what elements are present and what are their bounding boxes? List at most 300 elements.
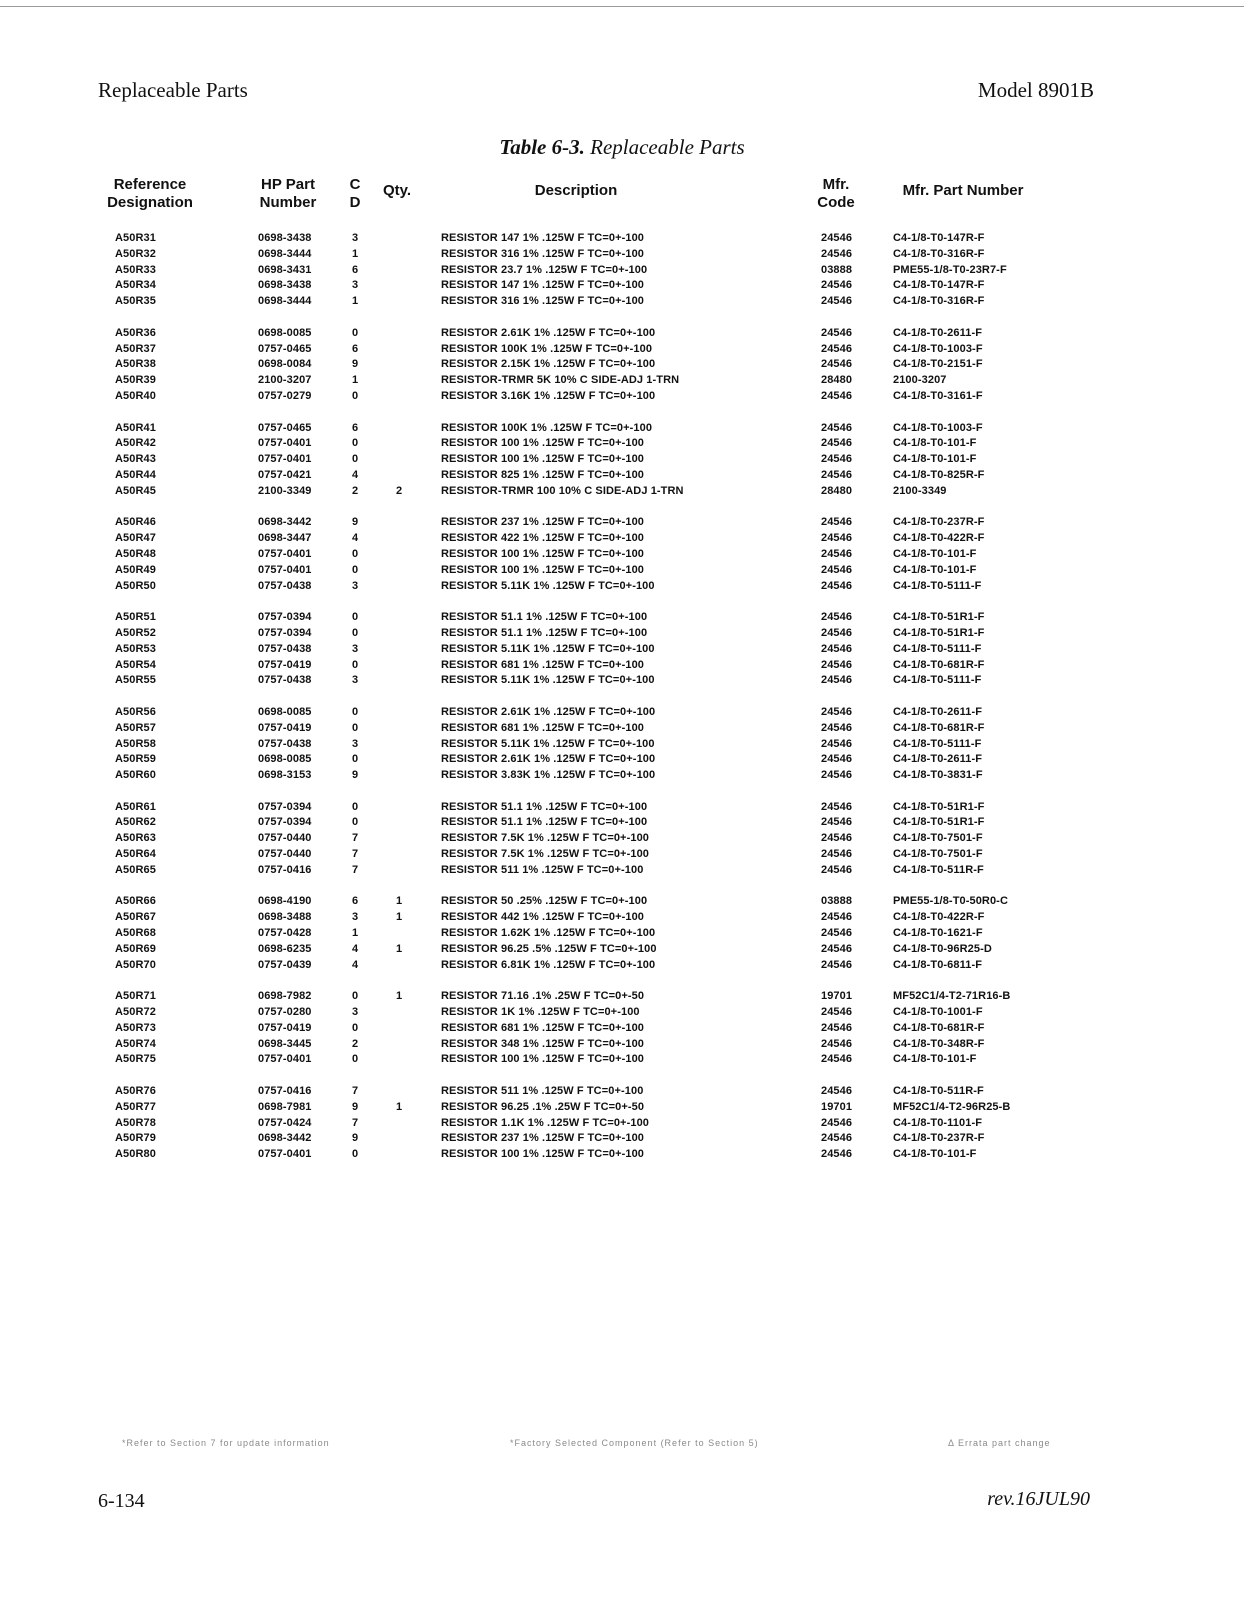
description: RESISTOR 100 1% .125W F TC=0+-100 <box>441 547 645 560</box>
table-row <box>0 295 1244 311</box>
mfr-code: 24546 <box>821 769 853 782</box>
cd-digit: 9 <box>352 516 359 529</box>
mfr-code: 24546 <box>821 342 853 355</box>
reference-designation: A50R63 <box>115 832 156 845</box>
hp-part-number: 0698-3444 <box>258 295 312 308</box>
hp-part-number: 0757-0416 <box>258 1085 312 1098</box>
cd-digit: 4 <box>352 958 359 971</box>
reference-designation: A50R41 <box>115 421 156 434</box>
table-row <box>0 358 1244 374</box>
table-row <box>0 911 1244 927</box>
mfr-part-number: C4-1/8-T0-1003-F <box>893 421 983 434</box>
reference-designation: A50R75 <box>115 1053 156 1066</box>
mfr-part-number: C4-1/8-T0-7501-F <box>893 832 983 845</box>
footnote-update: *Refer to Section 7 for update information <box>122 1438 330 1448</box>
cd-digit: 7 <box>352 863 359 876</box>
description: RESISTOR 6.81K 1% .125W F TC=0+-100 <box>441 958 656 971</box>
mfr-part-number: 2100-3349 <box>893 484 947 497</box>
table-row <box>0 611 1244 627</box>
table-row <box>0 1038 1244 1054</box>
table-row <box>0 453 1244 469</box>
mfr-code: 28480 <box>821 484 853 497</box>
reference-designation: A50R42 <box>115 437 156 450</box>
mfr-part-number: C4-1/8-T0-316R-F <box>893 247 985 260</box>
table-number: Table 6-3. <box>499 135 585 159</box>
reference-designation: A50R69 <box>115 942 156 955</box>
reference-designation: A50R46 <box>115 516 156 529</box>
cd-digit: 3 <box>352 279 359 292</box>
description: RESISTOR 147 1% .125W F TC=0+-100 <box>441 232 645 244</box>
hp-part-number: 0757-0394 <box>258 626 312 639</box>
reference-designation: A50R39 <box>115 374 156 387</box>
cd-digit: 0 <box>352 990 359 1003</box>
parts-table <box>0 232 1244 1164</box>
cd-digit: 0 <box>352 437 359 450</box>
mfr-part-number: C4-1/8-T0-237R-F <box>893 1132 985 1145</box>
hp-part-number: 0757-0439 <box>258 958 312 971</box>
reference-designation: A50R37 <box>115 342 156 355</box>
mfr-code: 24546 <box>821 674 853 687</box>
description: RESISTOR 237 1% .125W F TC=0+-100 <box>441 1132 645 1145</box>
description: RESISTOR 237 1% .125W F TC=0+-100 <box>441 516 645 529</box>
mfr-code: 24546 <box>821 326 853 339</box>
mfr-part-number: C4-1/8-T0-6811-F <box>893 958 983 971</box>
cd-digit: 0 <box>352 326 359 339</box>
description: RESISTOR 5.11K 1% .125W F TC=0+-100 <box>441 737 655 750</box>
description: RESISTOR 3.83K 1% .125W F TC=0+-100 <box>441 769 656 782</box>
reference-designation: A50R54 <box>115 658 156 671</box>
table-row <box>0 374 1244 390</box>
hp-part-number: 0757-0279 <box>258 389 312 402</box>
reference-designation: A50R61 <box>115 800 156 813</box>
hp-part-number: 0698-3438 <box>258 232 312 244</box>
mfr-code: 24546 <box>821 389 853 402</box>
mfr-part-number: C4-1/8-T0-51R1-F <box>893 611 985 624</box>
reference-designation: A50R33 <box>115 263 156 276</box>
mfr-code: 24546 <box>821 753 853 766</box>
table-row <box>0 548 1244 564</box>
hp-part-number: 0757-0465 <box>258 421 312 434</box>
table-row <box>0 832 1244 848</box>
cd-digit: 0 <box>352 563 359 576</box>
table-row <box>0 801 1244 817</box>
cd-digit: 0 <box>352 611 359 624</box>
description: RESISTOR 3.16K 1% .125W F TC=0+-100 <box>441 389 656 402</box>
cd-digit: 0 <box>352 453 359 466</box>
description: RESISTOR 2.61K 1% .125W F TC=0+-100 <box>441 753 656 766</box>
group-gap <box>0 406 1244 422</box>
table-row <box>0 706 1244 722</box>
mfr-code: 24546 <box>821 705 853 718</box>
mfr-code: 24546 <box>821 532 853 545</box>
table-row <box>0 848 1244 864</box>
reference-designation: A50R74 <box>115 1037 156 1050</box>
reference-designation: A50R79 <box>115 1132 156 1145</box>
hp-part-number: 0757-0438 <box>258 579 312 592</box>
hp-part-number: 0757-0394 <box>258 816 312 829</box>
mfr-code: 24546 <box>821 1053 853 1066</box>
description: RESISTOR 2.61K 1% .125W F TC=0+-100 <box>441 705 656 718</box>
description: RESISTOR 50 .25% .125W F TC=0+-100 <box>441 895 648 908</box>
description: RESISTOR 681 1% .125W F TC=0+-100 <box>441 658 645 671</box>
cd-digit: 3 <box>352 1006 359 1019</box>
mfr-part-number: C4-1/8-T0-1003-F <box>893 342 983 355</box>
table-row <box>0 753 1244 769</box>
description: RESISTOR 2.15K 1% .125W F TC=0+-100 <box>441 358 656 371</box>
mfr-part-number: C4-1/8-T0-825R-F <box>893 468 985 481</box>
mfr-part-number: MF52C1/4-T2-96R25-B <box>893 1100 1011 1113</box>
group-gap <box>0 1069 1244 1085</box>
mfr-code: 24546 <box>821 579 853 592</box>
cd-digit: 3 <box>352 642 359 655</box>
cd-digit: 0 <box>352 816 359 829</box>
reference-designation: A50R38 <box>115 358 156 371</box>
mfr-code: 24546 <box>821 626 853 639</box>
cd-digit: 1 <box>352 927 359 940</box>
mfr-code: 28480 <box>821 374 853 387</box>
mfr-code: 19701 <box>821 1100 853 1113</box>
reference-designation: A50R47 <box>115 532 156 545</box>
hp-part-number: 0757-0419 <box>258 721 312 734</box>
table-row <box>0 279 1244 295</box>
cd-digit: 0 <box>352 800 359 813</box>
mfr-code: 24546 <box>821 832 853 845</box>
table-row <box>0 643 1244 659</box>
reference-designation: A50R76 <box>115 1085 156 1098</box>
mfr-code: 24546 <box>821 1021 853 1034</box>
mfr-code: 03888 <box>821 263 853 276</box>
mfr-part-number: C4-1/8-T0-3161-F <box>893 389 983 402</box>
description: RESISTOR 442 1% .125W F TC=0+-100 <box>441 911 645 924</box>
mfr-code: 24546 <box>821 421 853 434</box>
mfr-part-number: C4-1/8-T0-1001-F <box>893 1006 983 1019</box>
description: RESISTOR 2.61K 1% .125W F TC=0+-100 <box>441 326 656 339</box>
cd-digit: 9 <box>352 358 359 371</box>
quantity: 2 <box>396 484 403 497</box>
table-row <box>0 1101 1244 1117</box>
quantity: 1 <box>396 990 403 1003</box>
reference-designation: A50R49 <box>115 563 156 576</box>
description: RESISTOR 100K 1% .125W F TC=0+-100 <box>441 342 653 355</box>
col-header-hp-part: HP Part Number <box>259 176 317 211</box>
model-label: Model 8901B <box>977 78 1094 102</box>
mfr-code: 24546 <box>821 563 853 576</box>
cd-digit: 9 <box>352 1100 359 1113</box>
reference-designation: A50R50 <box>115 579 156 592</box>
cd-digit: 0 <box>352 547 359 560</box>
reference-designation: A50R48 <box>115 547 156 560</box>
reference-designation: A50R72 <box>115 1006 156 1019</box>
table-row <box>0 437 1244 453</box>
table-row <box>0 485 1244 501</box>
mfr-code: 24546 <box>821 1037 853 1050</box>
description: RESISTOR 7.5K 1% .125W F TC=0+-100 <box>441 832 650 845</box>
reference-designation: A50R66 <box>115 895 156 908</box>
mfr-part-number: C4-1/8-T0-3831-F <box>893 769 983 782</box>
description: RESISTOR 316 1% .125W F TC=0+-100 <box>441 295 645 308</box>
col-header-qty: Qty. <box>382 182 412 199</box>
reference-designation: A50R56 <box>115 705 156 718</box>
cd-digit: 0 <box>352 1021 359 1034</box>
cd-digit: 2 <box>352 1037 359 1050</box>
hp-part-number: 0757-0419 <box>258 1021 312 1034</box>
table-row <box>0 1148 1244 1164</box>
mfr-code: 24546 <box>821 721 853 734</box>
mfr-part-number: PME55-1/8-T0-23R7-F <box>893 263 1007 276</box>
mfr-code: 24546 <box>821 1085 853 1098</box>
mfr-part-number: C4-1/8-T0-2611-F <box>893 326 983 339</box>
reference-designation: A50R35 <box>115 295 156 308</box>
cd-digit: 7 <box>352 1085 359 1098</box>
hp-part-number: 0757-0465 <box>258 342 312 355</box>
description: RESISTOR 348 1% .125W F TC=0+-100 <box>441 1037 645 1050</box>
mfr-part-number: C4-1/8-T0-51R1-F <box>893 626 985 639</box>
mfr-code: 24546 <box>821 848 853 861</box>
reference-designation: A50R43 <box>115 453 156 466</box>
table-title <box>0 135 1244 160</box>
group-gap <box>0 311 1244 327</box>
description: RESISTOR 100K 1% .125W F TC=0+-100 <box>441 421 653 434</box>
hp-part-number: 0757-0401 <box>258 563 312 576</box>
description: RESISTOR 5.11K 1% .125W F TC=0+-100 <box>441 579 655 592</box>
cd-digit: 6 <box>352 895 359 908</box>
cd-digit: 1 <box>352 295 359 308</box>
description: RESISTOR 100 1% .125W F TC=0+-100 <box>441 1053 645 1066</box>
table-row <box>0 959 1244 975</box>
cd-digit: 3 <box>352 911 359 924</box>
mfr-part-number: C4-1/8-T0-5111-F <box>893 579 982 592</box>
description: RESISTOR 1K 1% .125W F TC=0+-100 <box>441 1006 640 1019</box>
reference-designation: A50R32 <box>115 247 156 260</box>
mfr-part-number: C4-1/8-T0-681R-F <box>893 721 985 734</box>
hp-part-number: 0757-0401 <box>258 453 312 466</box>
description: RESISTOR 1.1K 1% .125W F TC=0+-100 <box>441 1116 650 1129</box>
cd-digit: 3 <box>352 737 359 750</box>
mfr-part-number: 2100-3207 <box>893 374 947 387</box>
top-rule <box>0 6 1244 7</box>
mfr-code: 24546 <box>821 863 853 876</box>
col-header-cd: C D <box>349 176 361 211</box>
group-gap <box>0 595 1244 611</box>
col-header-mfr-part-number: Mfr. Part Number <box>902 182 1024 199</box>
mfr-part-number: C4-1/8-T0-7501-F <box>893 848 983 861</box>
reference-designation: A50R34 <box>115 279 156 292</box>
hp-part-number: 0698-3153 <box>258 769 312 782</box>
mfr-part-number: C4-1/8-T0-96R25-D <box>893 942 992 955</box>
reference-designation: A50R68 <box>115 927 156 940</box>
mfr-part-number: C4-1/8-T0-348R-F <box>893 1037 985 1050</box>
reference-designation: A50R78 <box>115 1116 156 1129</box>
reference-designation: A50R52 <box>115 626 156 639</box>
mfr-part-number: C4-1/8-T0-1101-F <box>893 1116 983 1129</box>
table-row <box>0 659 1244 675</box>
mfr-part-number: C4-1/8-T0-2151-F <box>893 358 983 371</box>
reference-designation: A50R55 <box>115 674 156 687</box>
description: RESISTOR 100 1% .125W F TC=0+-100 <box>441 437 645 450</box>
mfr-code: 24546 <box>821 247 853 260</box>
mfr-part-number: C4-1/8-T0-101-F <box>893 437 977 450</box>
mfr-part-number: C4-1/8-T0-101-F <box>893 1053 977 1066</box>
cd-digit: 4 <box>352 468 359 481</box>
cd-digit: 0 <box>352 626 359 639</box>
description: RESISTOR 96.25 .5% .125W F TC=0+-100 <box>441 942 657 955</box>
reference-designation: A50R67 <box>115 911 156 924</box>
mfr-part-number: C4-1/8-T0-237R-F <box>893 516 985 529</box>
hp-part-number: 0757-0438 <box>258 642 312 655</box>
table-row <box>0 516 1244 532</box>
mfr-part-number: C4-1/8-T0-5111-F <box>893 642 982 655</box>
mfr-code: 24546 <box>821 468 853 481</box>
cd-digit: 6 <box>352 342 359 355</box>
hp-part-number: 0698-0085 <box>258 326 312 339</box>
description: RESISTOR 681 1% .125W F TC=0+-100 <box>441 721 645 734</box>
description: RESISTOR 100 1% .125W F TC=0+-100 <box>441 563 645 576</box>
mfr-part-number: PME55-1/8-T0-50R0-C <box>893 895 1008 908</box>
table-row <box>0 816 1244 832</box>
mfr-part-number: C4-1/8-T0-1621-F <box>893 927 983 940</box>
reference-designation: A50R70 <box>115 958 156 971</box>
hp-part-number: 0757-0401 <box>258 437 312 450</box>
mfr-part-number: C4-1/8-T0-511R-F <box>893 1085 984 1098</box>
mfr-part-number: C4-1/8-T0-51R1-F <box>893 800 985 813</box>
cd-digit: 1 <box>352 247 359 260</box>
cd-digit: 0 <box>352 1053 359 1066</box>
mfr-code: 24546 <box>821 611 853 624</box>
cd-digit: 4 <box>352 532 359 545</box>
quantity: 1 <box>396 895 403 908</box>
group-gap <box>0 690 1244 706</box>
description: RESISTOR 1.62K 1% .125W F TC=0+-100 <box>441 927 656 940</box>
description: RESISTOR 147 1% .125W F TC=0+-100 <box>441 279 645 292</box>
hp-part-number: 0698-7982 <box>258 990 312 1003</box>
mfr-code: 24546 <box>821 658 853 671</box>
reference-designation: A50R58 <box>115 737 156 750</box>
table-row <box>0 264 1244 280</box>
cd-digit: 3 <box>352 232 359 244</box>
cd-digit: 0 <box>352 753 359 766</box>
description: RESISTOR-TRMR 5K 10% C SIDE-ADJ 1-TRN <box>441 374 680 387</box>
mfr-code: 24546 <box>821 800 853 813</box>
hp-part-number: 0757-0401 <box>258 1148 312 1161</box>
description: RESISTOR 100 1% .125W F TC=0+-100 <box>441 453 645 466</box>
mfr-code: 24546 <box>821 358 853 371</box>
reference-designation: A50R57 <box>115 721 156 734</box>
hp-part-number: 2100-3207 <box>258 374 312 387</box>
mfr-code: 24546 <box>821 547 853 560</box>
description: RESISTOR 825 1% .125W F TC=0+-100 <box>441 468 645 481</box>
table-row <box>0 895 1244 911</box>
description: RESISTOR 100 1% .125W F TC=0+-100 <box>441 1148 645 1161</box>
hp-part-number: 0757-0424 <box>258 1116 312 1129</box>
mfr-part-number: C4-1/8-T0-101-F <box>893 563 977 576</box>
mfr-code: 24546 <box>821 927 853 940</box>
mfr-part-number: C4-1/8-T0-2611-F <box>893 705 983 718</box>
mfr-code: 19701 <box>821 990 853 1003</box>
table-row <box>0 864 1244 880</box>
hp-part-number: 0698-3438 <box>258 279 312 292</box>
hp-part-number: 0757-0401 <box>258 547 312 560</box>
table-row <box>0 580 1244 596</box>
hp-part-number: 0698-3445 <box>258 1037 312 1050</box>
table-row <box>0 327 1244 343</box>
mfr-code: 24546 <box>821 642 853 655</box>
cd-digit: 7 <box>352 1116 359 1129</box>
mfr-code: 24546 <box>821 1132 853 1145</box>
description: RESISTOR 422 1% .125W F TC=0+-100 <box>441 532 645 545</box>
hp-part-number: 0757-0438 <box>258 737 312 750</box>
group-gap <box>0 785 1244 801</box>
table-row <box>0 674 1244 690</box>
mfr-part-number: C4-1/8-T0-5111-F <box>893 737 982 750</box>
mfr-code: 24546 <box>821 911 853 924</box>
hp-part-number: 0757-0280 <box>258 1006 312 1019</box>
cd-digit: 9 <box>352 1132 359 1145</box>
page-number: 6-134 <box>98 1490 145 1512</box>
table-row <box>0 532 1244 548</box>
table-row <box>0 232 1244 248</box>
hp-part-number: 0757-0401 <box>258 1053 312 1066</box>
cd-digit: 7 <box>352 832 359 845</box>
group-gap <box>0 880 1244 896</box>
mfr-code: 03888 <box>821 895 853 908</box>
cd-digit: 2 <box>352 484 359 497</box>
description: RESISTOR 51.1 1% .125W F TC=0+-100 <box>441 800 648 813</box>
mfr-part-number: C4-1/8-T0-51R1-F <box>893 816 985 829</box>
mfr-part-number: C4-1/8-T0-2611-F <box>893 753 983 766</box>
reference-designation: A50R60 <box>115 769 156 782</box>
col-header-reference: Reference Designation <box>107 176 193 211</box>
reference-designation: A50R73 <box>115 1021 156 1034</box>
hp-part-number: 0757-0438 <box>258 674 312 687</box>
table-row <box>0 627 1244 643</box>
description: RESISTOR 5.11K 1% .125W F TC=0+-100 <box>441 642 655 655</box>
hp-part-number: 2100-3349 <box>258 484 312 497</box>
mfr-part-number: C4-1/8-T0-101-F <box>893 547 977 560</box>
mfr-part-number: C4-1/8-T0-422R-F <box>893 532 985 545</box>
hp-part-number: 0698-3488 <box>258 911 312 924</box>
hp-part-number: 0698-0084 <box>258 358 312 371</box>
cd-digit: 6 <box>352 421 359 434</box>
description: RESISTOR 511 1% .125W F TC=0+-100 <box>441 1085 644 1098</box>
cd-digit: 0 <box>352 389 359 402</box>
mfr-code: 24546 <box>821 958 853 971</box>
hp-part-number: 0757-0416 <box>258 863 312 876</box>
mfr-code: 24546 <box>821 453 853 466</box>
cd-digit: 7 <box>352 848 359 861</box>
table-row <box>0 469 1244 485</box>
mfr-code: 24546 <box>821 737 853 750</box>
description: RESISTOR 7.5K 1% .125W F TC=0+-100 <box>441 848 650 861</box>
mfr-code: 24546 <box>821 232 853 244</box>
table-row <box>0 248 1244 264</box>
cd-digit: 0 <box>352 1148 359 1161</box>
description: RESISTOR 51.1 1% .125W F TC=0+-100 <box>441 611 648 624</box>
table-row <box>0 1132 1244 1148</box>
description: RESISTOR 316 1% .125W F TC=0+-100 <box>441 247 645 260</box>
table-row <box>0 343 1244 359</box>
reference-designation: A50R71 <box>115 990 156 1003</box>
table-row <box>0 422 1244 438</box>
mfr-part-number: C4-1/8-T0-147R-F <box>893 232 985 244</box>
mfr-code: 24546 <box>821 437 853 450</box>
hp-part-number: 0698-0085 <box>258 705 312 718</box>
cd-digit: 1 <box>352 374 359 387</box>
table-row <box>0 943 1244 959</box>
hp-part-number: 0757-0394 <box>258 611 312 624</box>
table-row <box>0 390 1244 406</box>
footnote-errata: Δ Errata part change <box>948 1438 1051 1448</box>
group-gap <box>0 974 1244 990</box>
